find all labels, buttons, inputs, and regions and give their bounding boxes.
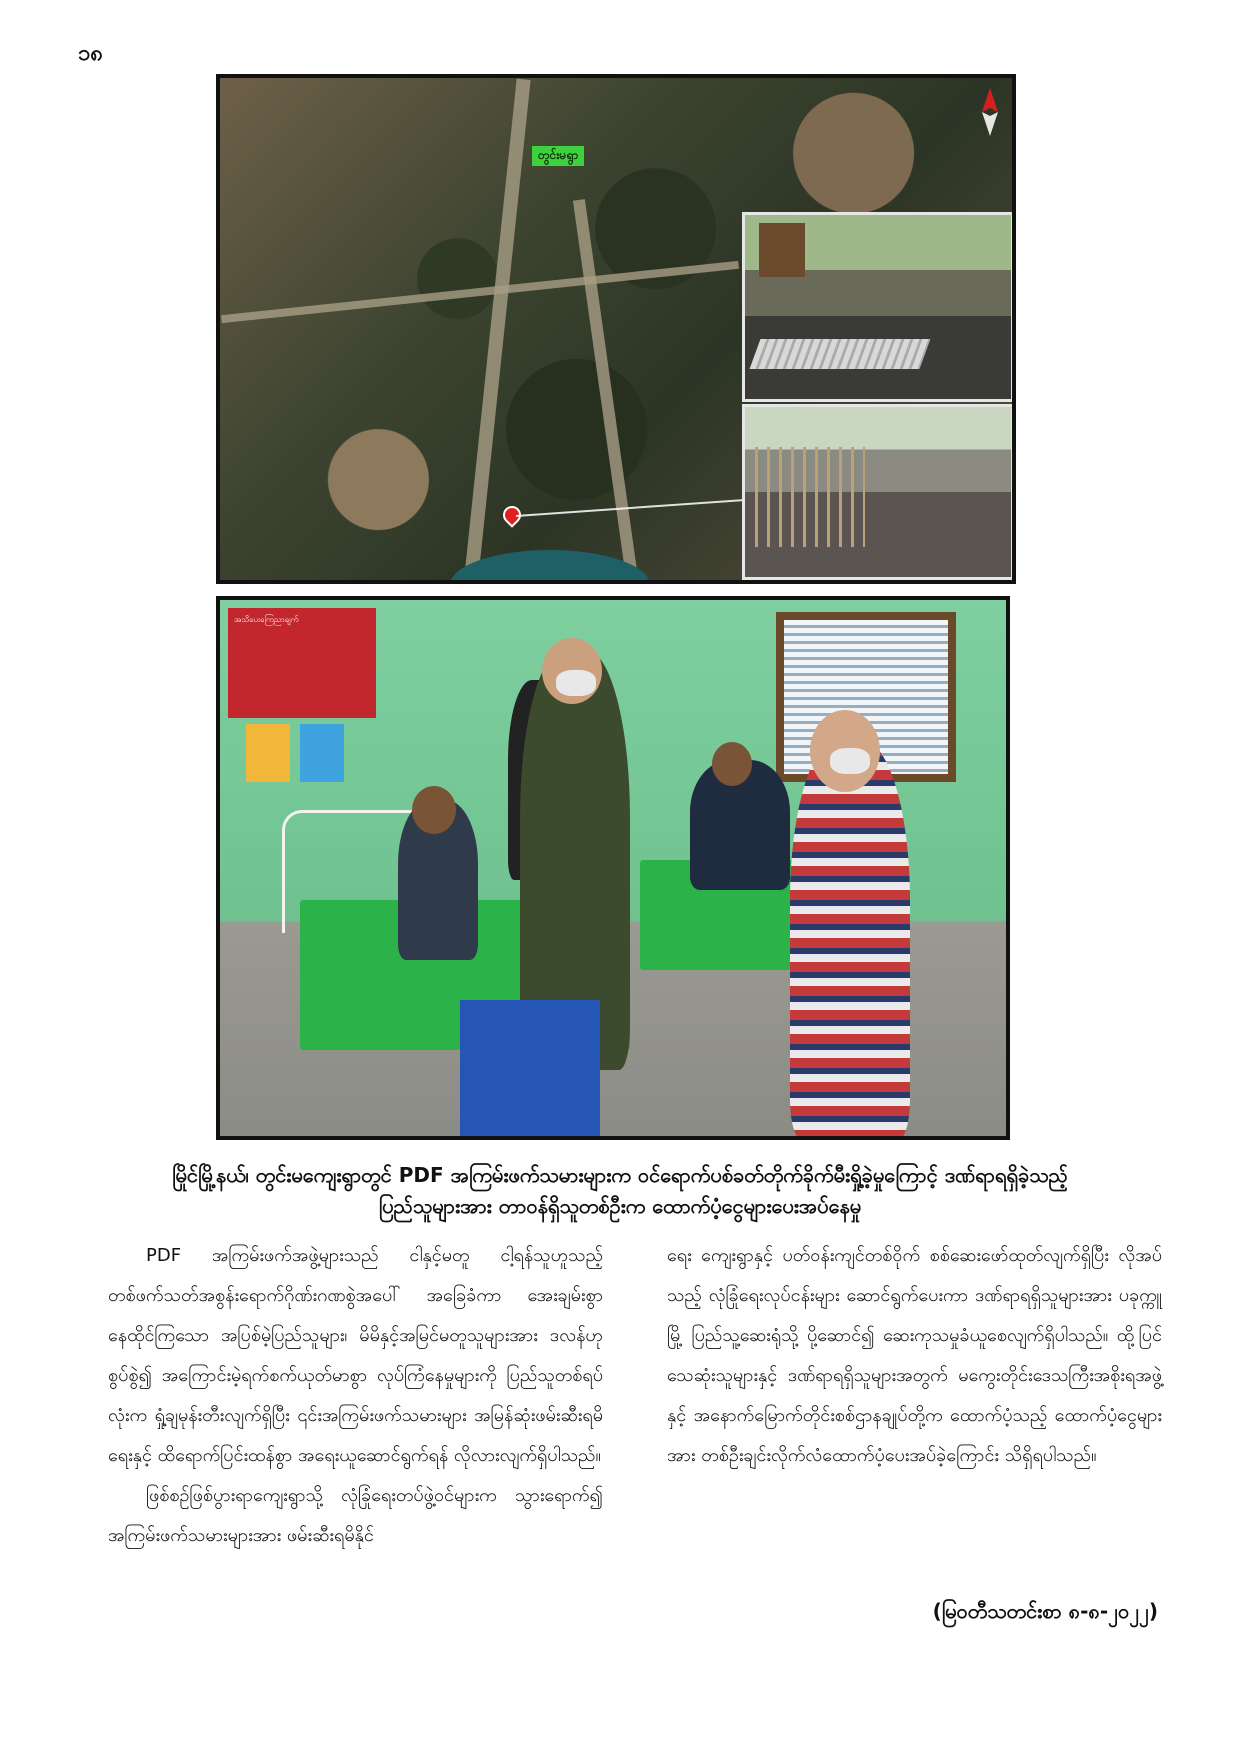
village-label: တွင်းမရွာ xyxy=(532,146,584,166)
map-road xyxy=(463,79,530,584)
map-road xyxy=(221,261,739,323)
person-head xyxy=(712,742,752,786)
wall-poster xyxy=(246,724,290,782)
article-column-left xyxy=(108,1236,603,1556)
notice-board: အသိပေးကြေညာချက် xyxy=(228,608,376,718)
compass-icon xyxy=(978,86,1002,138)
blue-cloth xyxy=(460,1000,600,1140)
hut xyxy=(759,223,805,277)
face-mask xyxy=(830,748,870,774)
person xyxy=(790,740,910,1140)
fence xyxy=(755,447,865,547)
burned-house-photo-1 xyxy=(742,212,1014,402)
burned-house-photo-2 xyxy=(742,404,1014,580)
person-head xyxy=(412,786,456,834)
photo-caption xyxy=(70,1160,1170,1222)
face-mask xyxy=(556,670,596,696)
article-column-right xyxy=(667,1236,1162,1556)
caption-line-2: ပြည်သူများအား တာဝန်ရှိသူတစ်ဦးက ထောက်ပံ့ငွေများပေးအပ်နေမှု xyxy=(378,1194,862,1218)
article-paragraph: PDF အကြမ်းဖက်အဖွဲ့များသည် ငါနှင့်မတူ ငါ့ရန်သူဟူသည့် တစ်ဖက်သတ်အစွန်းရောက်ဂိုဏ်းဂဏစွဲအပေါ် အခြေခံကာ အေးချမ်းစွာနေထိုင်ကြသော အပြစ်မဲ့ပြည်သူများ၊ မိမိနှင့်အမြင်မတူသူများအား ဒလန်ဟုစွပ်စွဲ၍ အကြောင်းမဲ့ရက်စက်ယုတ်မာစွာ လုပ်ကြံနေမှုများကို ပြည်သူတစ်ရပ်လုံးက ရှုံ့ချမုန်းတီးလျက်ရှိပြီး ၎င်းအကြမ်းဖက်သမားများ အမြန်ဆုံးဖမ်းဆီးရမိရေးနှင့် ထိရောက်ပြင်းထန်စွာ အရေးယူဆောင်ရွက်ရန် လိုလားလျက်ရှိပါသည်။ xyxy=(108,1245,603,1466)
page-number: ၁၈ xyxy=(78,41,103,66)
source-citation: (မြဝတီသတင်းစာ ၈-၈-၂၀၂၂) xyxy=(932,1599,1158,1623)
map-road xyxy=(573,199,639,584)
article-paragraph: ရေး ကျေးရွာနှင့် ပတ်ဝန်းကျင်တစ်ဝိုက် စစ်ဆေးဖော်ထုတ်လျက်ရှိပြီး လိုအပ်သည့် လုံခြုံရေးလုပ်ငန်းများ ဆောင်ရွက်ပေးကာ ဒဏ်ရာရရှိသူများအား ပခုက္ကူမြို့ ပြည်သူ့ဆေးရုံသို့ ပို့ဆောင်၍ ဆေးကုသမှုခံယူစေလျက်ရှိပါသည်။ ထို့ပြင် သေဆုံးသူများနှင့် ဒဏ်ရာရရှိသူများအတွက် မကွေးတိုင်းဒေသကြီးအစိုးရအဖွဲ့နှင့် အနောက်မြောက်တိုင်းစစ်ဌာနချုပ်တို့က ထောက်ပံ့သည့် ထောက်ပံ့ငွေများအား တစ်ဦးချင်းလိုက်လံထောက်ပံ့ပေးအပ်ခဲ့ကြောင်း သိရှိရပါသည်။ xyxy=(667,1245,1162,1466)
wall-poster xyxy=(300,724,344,782)
article-body xyxy=(108,1236,1162,1556)
article-paragraph: ဖြစ်စဉ်ဖြစ်ပွားရာကျေးရွာသို့ လုံခြုံရေးတပ်ဖွဲ့ဝင်များက သွားရောက်၍ အကြမ်းဖက်သမားများအား ဖမ်းဆီးရမိနိုင် xyxy=(108,1485,603,1546)
collapsed-roof xyxy=(750,339,931,369)
hospital-ward-photo xyxy=(216,596,1010,1140)
satellite-map-photo xyxy=(216,74,1016,584)
caption-line-1: မြိုင်မြို့နယ်၊ တွင်းမကျေးရွာတွင် PDF အကြမ်းဖက်သမားများက ဝင်ရောက်ပစ်ခတ်တိုက်ခိုက်မီးရှို့ခဲ့မှုကြောင့် ဒဏ်ရာရရှိခဲ့သည့် xyxy=(172,1163,1068,1187)
